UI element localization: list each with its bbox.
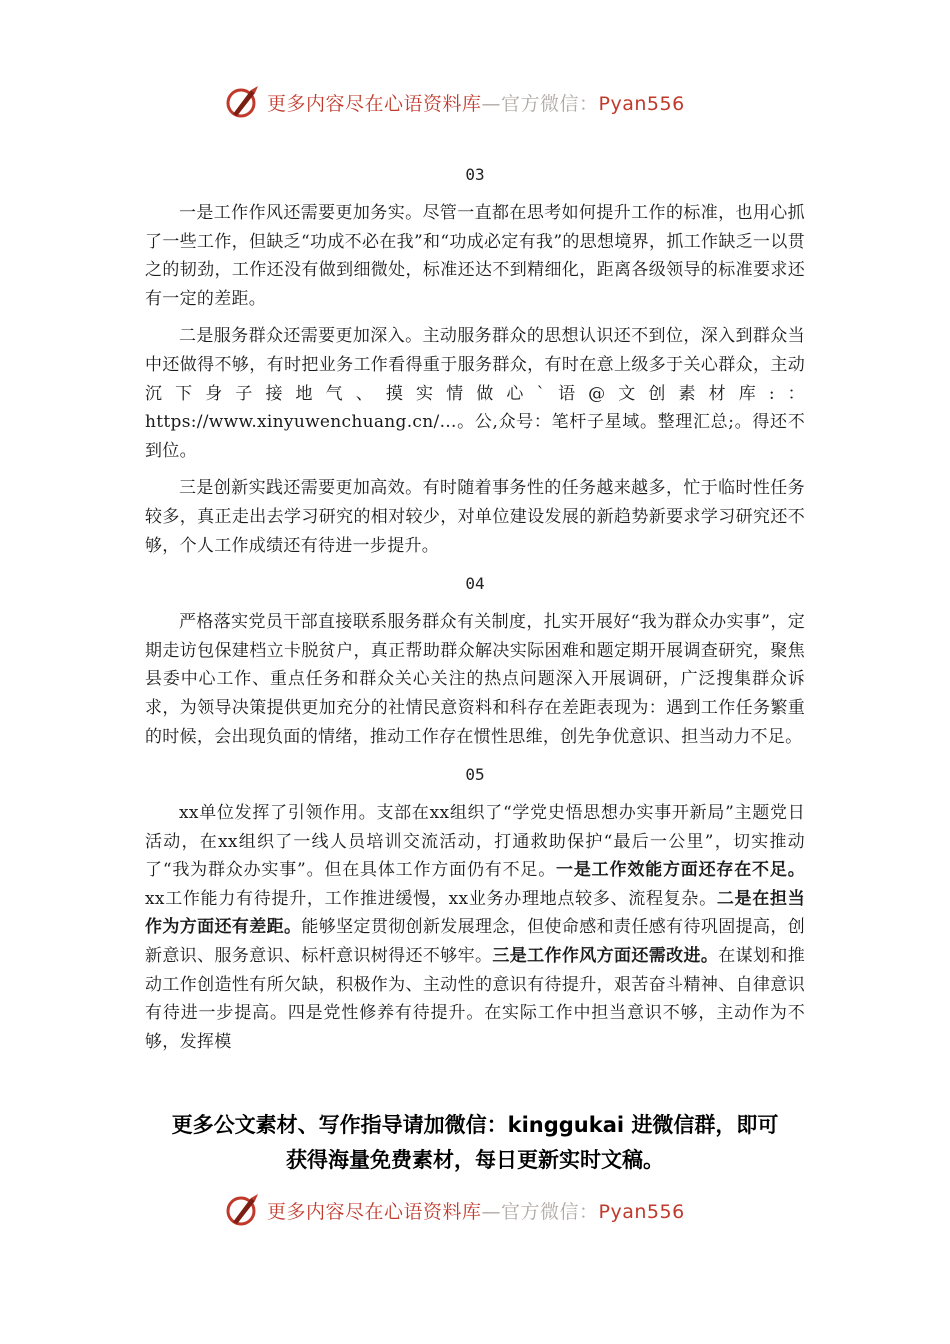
pen-logo-icon [225, 1192, 261, 1228]
brand-text [267, 89, 685, 116]
paragraph: 三是创新实践还需要更加高效。有时随着事务性的任务越来越多，忙于临时性任务较多，真正走出去学习研究的相对较少，对单位建设发展的新趋势新要求学习研究还不够，个人工作成绩还有待进一步提升。 [145, 478, 805, 556]
brand-dash: — [481, 92, 502, 115]
promo-note [0, 1108, 950, 1178]
section-number-05: 05 [465, 765, 485, 785]
paragraph-run: xx单位发挥了引领作用。支部在xx组织了“学党史悟思想办实事开新局”主题党日活动，在xx组织了一线人员培训交流活动，打通救助保护“最后一公里”，切实推动了“我为群众办实事”。但在具体工作方面仍有不足。 [145, 803, 805, 881]
promo-line-2: 获得海量免费素材，每日更新实时文稿。 [286, 1148, 664, 1172]
pen-logo-icon [225, 84, 261, 120]
bold-heading-3: 三是工作作风方面还需改进。 [492, 946, 719, 967]
paragraph-mixed [145, 799, 805, 1056]
section-number-03: 03 [465, 165, 485, 184]
brand-dash: — [481, 1200, 502, 1223]
brand-banner-top [225, 82, 685, 122]
document-body [145, 160, 805, 1056]
paragraph: 严格落实党员干部直接联系服务群众有关制度，扎实开展好“我为群众办实事”，定期走访包保建档立卡脱贫户，真正帮助群众解决实际困难和题定期开展调查研究，聚焦县委中心工作、重点任务和群众关心关注的热点问题深入开展调研，广泛搜集群众诉求，为领导决策提供更加充分的社情民意资料和科存在差距表现为：遇到工作任务繁重的时候，会出现负面的情绪，推动工作存在惯性思维，创先争优意识、担当动力不足。 [145, 612, 805, 747]
bold-heading-1: 一是工作效能方面还存在不足。 [556, 860, 805, 881]
brand-prefix: 更多内容尽在心语资料库 [267, 1200, 482, 1223]
paragraph: 一是工作作风还需要更加务实。尽管一直都在思考如何提升工作的标准，也用心抓了一些工作，但缺乏“功成不必在我”和“功成必定有我”的思想境界，抓工作缺乏一以贯之的韧劲，工作还没有做到细微处，标准还达不到精细化，距离各级领导的标准要求还有一定的差距。 [145, 203, 805, 309]
bold-heading-2: 二是在担当作为方面还有差距。 [145, 888, 805, 938]
brand-text [267, 1197, 685, 1224]
brand-suffix: 官方微信： [501, 1200, 599, 1223]
brand-banner-bottom [225, 1190, 685, 1230]
paragraph-run: 能够坚定贯彻创新发展理念，但使命感和责任感有待巩固提高，创新意识、服务意识、标杆意识树得还不够牢。 [145, 917, 806, 967]
brand-prefix: 更多内容尽在心语资料库 [267, 92, 482, 115]
section-number-04: 04 [465, 574, 485, 594]
paragraph-text: 二是服务群众还需要更加深入。主动服务群众的思想认识还不到位，深入到群众当中还做得不够，有时把业务工作看得重于服务群众，有时在意上级多于关心群众，主动沉下身子接地气、摸实情做心`语@文创素材库:：https://www.xinyuwenchuang.cn/…。公,众号：笔杆子星域。整理汇总;。得还不到位。 [145, 326, 805, 461]
paragraph-run: 在谋划和推动工作创造性有所欠缺，积极作为、主动性的意识有待提升，艰苦奋斗精神、自律意识有待进一步提高。四是党性修养有待提升。在实际工作中担当意识不够，主动作为不够，发挥模 [145, 946, 805, 1052]
brand-wechat: Pyan556 [598, 92, 685, 115]
brand-suffix: 官方微信： [501, 92, 599, 115]
promo-line-1: 更多公文素材、写作指导请加微信：kinggukai 进微信群，即可 [171, 1113, 779, 1137]
paragraph-run: xx工作能力有待提升，工作推进缓慢，xx业务办理地点较多、流程复杂。 [145, 888, 717, 909]
brand-wechat: Pyan556 [598, 1200, 685, 1223]
paragraph [145, 322, 805, 465]
